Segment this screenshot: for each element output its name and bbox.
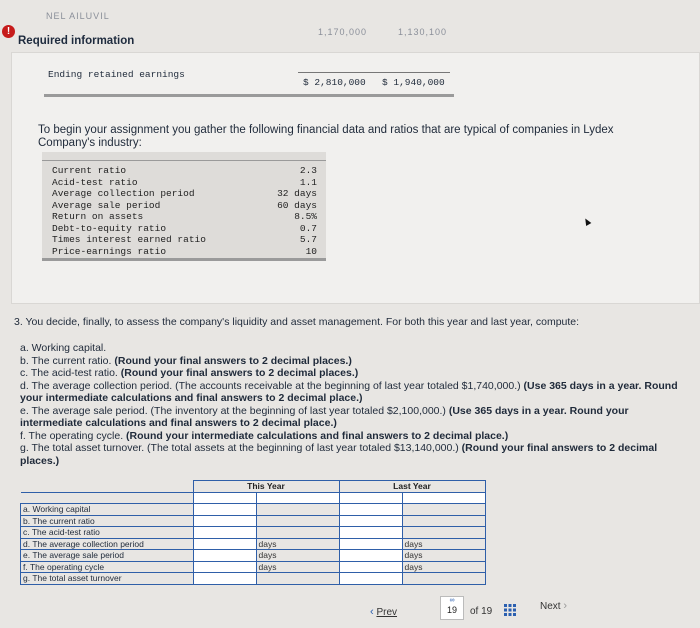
ratio-label: Current ratio (52, 165, 127, 176)
last-year-input[interactable] (339, 527, 402, 539)
last-year-unit (402, 527, 485, 539)
last-year-unit (402, 504, 485, 516)
retained-earnings-label: Ending retained earnings (48, 69, 185, 80)
divider (44, 94, 454, 97)
ratio-value: 32 days (277, 188, 317, 199)
ratio-value: 8.5% (294, 211, 317, 222)
part-e: e. The average sale period. (The inventory at the beginning of last year totaled $2,100,000.) (Use 365 days in a year. Round your intermediate calculations and final answers to 2 decimal place.) (20, 404, 629, 429)
page-indicator[interactable]: ∞ 19 (440, 596, 464, 620)
chevron-left-icon: ‹ (370, 606, 374, 618)
ratio-label: Average collection period (52, 188, 195, 199)
table-row (21, 550, 486, 562)
part-a: a. Working capital. (20, 342, 107, 354)
question-stem: 3. You decide, finally, to assess the company's liquidity and asset management. For both this year and last year, compute: (14, 316, 580, 328)
this-year-unit: days (256, 538, 339, 550)
last-year-input[interactable] (339, 573, 402, 585)
ratio-label: Average sale period (52, 199, 161, 211)
ratio-label: Acid-test ratio (52, 176, 138, 188)
ratio-label: Times interest earned ratio (52, 234, 206, 245)
this-year-unit (256, 573, 339, 585)
next-button[interactable]: Next › (540, 600, 568, 612)
table-row (21, 561, 486, 573)
this-year-input[interactable] (193, 504, 256, 516)
last-year-unit: days (402, 561, 485, 573)
last-year-input[interactable] (339, 515, 402, 527)
required-information-title[interactable]: Required information (18, 35, 135, 47)
prev-button[interactable]: ‹ Prev (370, 606, 398, 618)
grid-icon[interactable] (504, 603, 516, 615)
part-d: d. The average collection period. (The accounts receivable at the beginning of last year totaled $1,740,000.) (Use 365 days in a year. Round your intermediate calculations and final answers to 2 decimal place.) (20, 379, 678, 404)
ratio-label: Debt-to-equity ratio (52, 222, 167, 234)
last-year-unit (402, 573, 485, 585)
faded-header-text: NEL AILUVIL (46, 11, 110, 21)
part-f: f. The operating cycle. (Round your intermediate calculations and final answers to 2 decimal place.) (20, 429, 509, 442)
row-label: b. The current ratio (21, 515, 194, 527)
this-year-unit (256, 515, 339, 527)
retained-this-year: $ 2,810,000 (303, 77, 366, 88)
retained-last-year: $ 1,940,000 (382, 77, 445, 88)
last-year-unit: days (402, 538, 485, 550)
last-year-unit: days (402, 550, 485, 562)
last-year-input[interactable] (339, 504, 402, 516)
part-b: b. The current ratio. (Round your final answers to 2 decimal places.) (20, 354, 352, 367)
this-year-input[interactable] (193, 550, 256, 562)
table-row (21, 527, 486, 539)
row-label: e. The average sale period (21, 550, 194, 562)
row-label: g. The total asset turnover (21, 573, 194, 585)
this-year-unit (256, 504, 339, 516)
table-row (21, 538, 486, 550)
ratio-value: 10 (305, 245, 317, 257)
answer-table (20, 480, 486, 585)
ratio-value: 0.7 (299, 222, 317, 234)
faded-header-value: 1,130,100 (398, 27, 448, 37)
this-year-unit (256, 527, 339, 539)
this-year-input[interactable] (193, 573, 256, 585)
ratio-value: 2.3 (299, 165, 317, 176)
table-row (21, 504, 486, 516)
row-label: d. The average collection period (21, 538, 194, 550)
infinity-icon: ∞ (449, 597, 455, 604)
last-year-input[interactable] (339, 538, 402, 550)
ratio-value: 5.7 (299, 234, 317, 245)
divider (298, 72, 450, 73)
column-header-this-year: This Year (193, 481, 339, 493)
row-label: c. The acid-test ratio (21, 527, 194, 539)
chevron-right-icon: › (563, 600, 568, 612)
last-year-unit (402, 515, 485, 527)
this-year-input[interactable] (193, 538, 256, 550)
question-parts (20, 342, 682, 467)
alert-icon: ! (2, 25, 15, 38)
last-year-input[interactable] (339, 550, 402, 562)
ratio-label: Return on assets (52, 211, 144, 222)
this-year-unit: days (256, 561, 339, 573)
intro-paragraph: To begin your assignment you gather the following financial data and ratios that are typical of companies in Lydex Company's industry: (38, 124, 614, 149)
faded-header-value: 1,170,000 (318, 27, 368, 37)
this-year-input[interactable] (193, 527, 256, 539)
this-year-unit: days (256, 550, 339, 562)
row-label: a. Working capital (21, 504, 194, 516)
ratio-value: 1.1 (299, 176, 317, 188)
this-year-input[interactable] (193, 561, 256, 573)
page-count: of 19 (470, 606, 493, 617)
table-row (21, 573, 486, 585)
table-row (21, 515, 486, 527)
part-g: g. The total asset turnover. (The total assets at the beginning of last year totaled $13,140,000.) (Round your final answers to 2 decimal places.) (20, 442, 658, 467)
ratio-label: Price-earnings ratio (52, 245, 167, 257)
ratios-table (42, 152, 326, 260)
last-year-input[interactable] (339, 561, 402, 573)
column-header-last-year: Last Year (339, 481, 485, 493)
part-c: c. The acid-test ratio. (Round your final answers to 2 decimal places.) (20, 367, 359, 379)
ratio-value: 60 days (277, 199, 317, 211)
row-label: f. The operating cycle (21, 561, 194, 573)
this-year-input[interactable] (193, 515, 256, 527)
